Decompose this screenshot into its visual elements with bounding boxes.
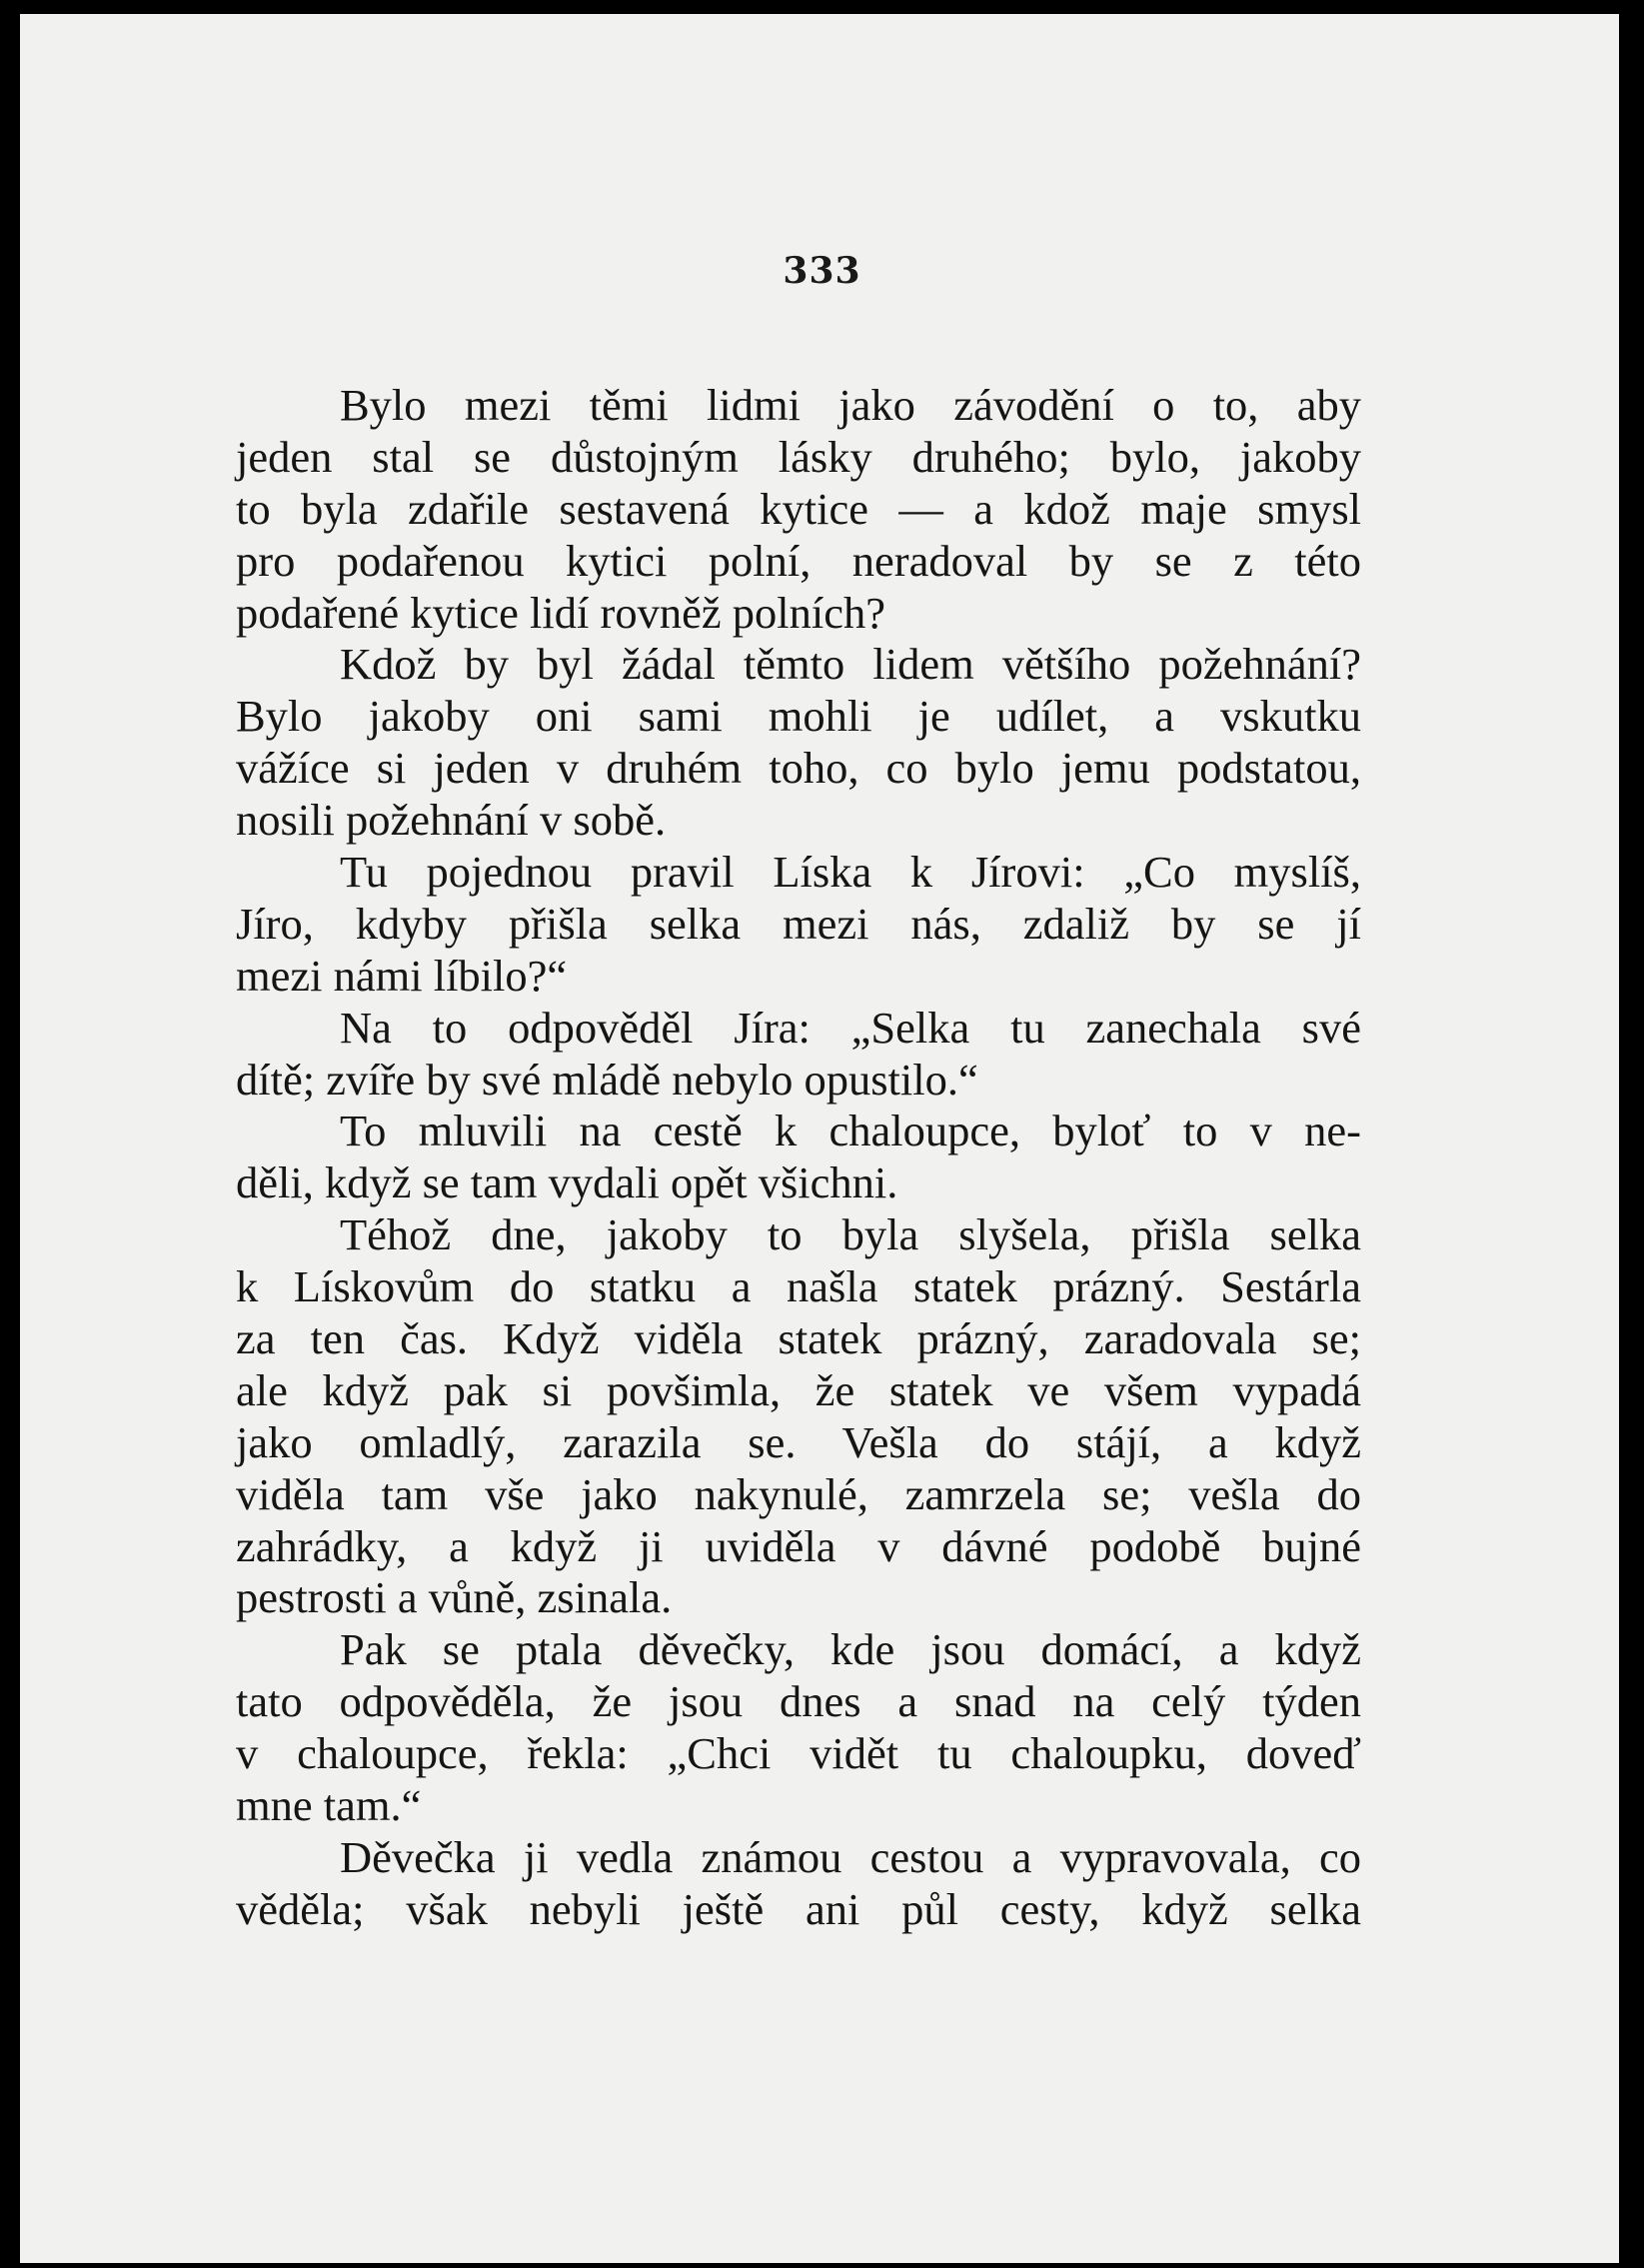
text-line: ale když pak si povšimla, že statek ve všem vypadá	[236, 1364, 1361, 1415]
text-line: vážíce si jeden v druhém toho, co bylo jemu podstatou,	[236, 743, 1361, 794]
text-line: Tu pojednou pravil Líska k Jírovi: „Co myslíš,	[340, 847, 1361, 898]
text-line: viděla tam vše jako nakynulé, zamrzela se; vešla do	[236, 1468, 1361, 1519]
text-line: dítě; zvíře by své mládě nebylo opustilo.“	[236, 1054, 978, 1105]
text-line: jako omladlý, zarazila se. Vešla do stájí, a když	[236, 1416, 1361, 1467]
text-line: Bylo jakoby oni sami mohli je udílet, a vskutku	[236, 691, 1361, 742]
text-line: k Lískovům do statku a našla statek prázný. Sestárla	[236, 1261, 1361, 1312]
text-line: nosili požehnání v sobě.	[236, 795, 667, 846]
text-line: pro podařenou kytici polní, neradoval by se z této	[236, 535, 1361, 586]
body-text	[236, 380, 1361, 1936]
text-line: děli, když se tam vydali opět všichni.	[236, 1157, 898, 1208]
text-line: Kdož by byl žádal těmto lidem většího požehnání?	[340, 639, 1361, 690]
text-line: to byla zdařile sestavená kytice — a kdož maje smysl	[236, 483, 1361, 534]
text-line: za ten čas. Když viděla statek prázný, zaradovala se;	[236, 1313, 1361, 1364]
text-line: Pak se ptala děvečky, kde jsou domácí, a když	[340, 1624, 1361, 1675]
text-line: v chaloupce, řekla: „Chci vidět tu chaloupku, doveď	[236, 1728, 1361, 1779]
text-line: Jíro, kdyby přišla selka mezi nás, zdaliž by se jí	[236, 898, 1361, 949]
text-line: To mluvili na cestě k chaloupce, byloť to v ne-	[340, 1106, 1361, 1156]
text-line: mne tam.“	[236, 1780, 422, 1831]
text-line: pestrosti a vůně, zsinala.	[236, 1572, 673, 1623]
text-line: Na to odpověděl Jíra: „Selka tu zanechala své	[340, 1002, 1361, 1053]
text-line: Téhož dne, jakoby to byla slyšela, přišla selka	[340, 1209, 1361, 1260]
text-line: zahrádky, a když ji uviděla v dávné podobě bujné	[236, 1520, 1361, 1571]
text-line: mezi námi líbilo?“	[236, 950, 568, 1001]
text-line: jeden stal se důstojným lásky druhého; bylo, jakoby	[236, 431, 1361, 482]
text-line: věděla; však nebyli ještě ani půl cesty, když selka	[236, 1883, 1361, 1934]
text-line: Bylo mezi těmi lidmi jako závodění o to, aby	[340, 380, 1361, 430]
text-line: podařené kytice lidí rovněž polních?	[236, 587, 885, 638]
text-line: Děvečka ji vedla známou cestou a vypravovala, co	[340, 1831, 1361, 1882]
page-number: 333	[783, 250, 861, 292]
text-line: tato odpověděla, že jsou dnes a snad na celý týden	[236, 1676, 1361, 1727]
